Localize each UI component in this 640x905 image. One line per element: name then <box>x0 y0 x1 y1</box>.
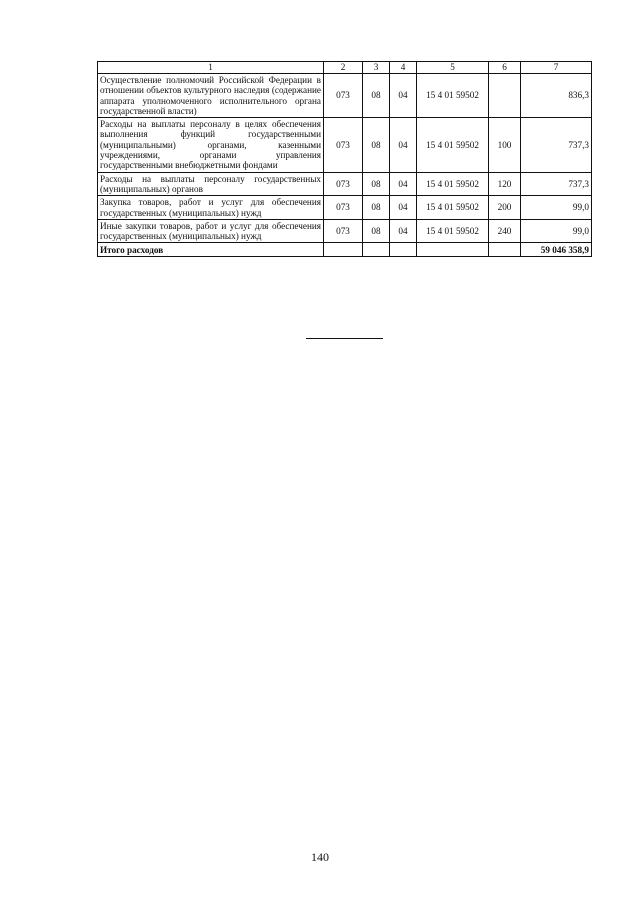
column-header-6: 6 <box>489 62 521 74</box>
row-col3: 08 <box>363 74 390 118</box>
row-col4: 04 <box>390 118 417 172</box>
total-empty-cell <box>489 243 521 257</box>
row-col6 <box>489 74 521 118</box>
row-col4: 04 <box>390 172 417 196</box>
row-col5: 15 4 01 59502 <box>417 172 489 196</box>
row-col6: 200 <box>489 196 521 220</box>
budget-table <box>97 61 592 257</box>
table-row <box>98 74 592 118</box>
row-name: Осуществление полномочий Российской Федерации в отношении объектов культурного наследия (содержание аппарата уполномоченного исполнительного органа государственной власти) <box>98 74 324 118</box>
row-col3: 08 <box>363 196 390 220</box>
end-of-table-line <box>306 338 383 339</box>
row-col5: 15 4 01 59502 <box>417 219 489 243</box>
row-col2: 073 <box>324 219 363 243</box>
row-col2: 073 <box>324 172 363 196</box>
row-col5: 15 4 01 59502 <box>417 118 489 172</box>
row-col6: 100 <box>489 118 521 172</box>
row-col3: 08 <box>363 172 390 196</box>
row-name: Расходы на выплаты персоналу в целях обеспечения выполнения функций государственными (муниципальными) органами, казенными учреждениями, органами управления государственными внебюджетными фондами <box>98 118 324 172</box>
page-number: 140 <box>311 850 329 864</box>
column-header-2: 2 <box>324 62 363 74</box>
total-empty-cell <box>390 243 417 257</box>
total-empty-cell <box>324 243 363 257</box>
row-col4: 04 <box>390 74 417 118</box>
table-row <box>98 118 592 172</box>
row-col7: 836,3 <box>521 74 592 118</box>
row-col7: 99,0 <box>521 196 592 220</box>
total-row <box>98 243 592 257</box>
row-col2: 073 <box>324 118 363 172</box>
row-col3: 08 <box>363 118 390 172</box>
total-empty-cell <box>363 243 390 257</box>
total-value: 59 046 358,9 <box>521 243 592 257</box>
column-header-4: 4 <box>390 62 417 74</box>
row-col6: 120 <box>489 172 521 196</box>
row-col6: 240 <box>489 219 521 243</box>
total-empty-cell <box>417 243 489 257</box>
column-header-3: 3 <box>363 62 390 74</box>
row-name: Иные закупки товаров, работ и услуг для обеспечения государственных (муниципальных) нужд <box>98 219 324 243</box>
row-name: Закупка товаров, работ и услуг для обеспечения государственных (муниципальных) нужд <box>98 196 324 220</box>
header-row <box>98 62 592 74</box>
row-name: Расходы на выплаты персоналу государственных (муниципальных) органов <box>98 172 324 196</box>
row-col2: 073 <box>324 196 363 220</box>
row-col4: 04 <box>390 196 417 220</box>
row-col2: 073 <box>324 74 363 118</box>
row-col5: 15 4 01 59502 <box>417 74 489 118</box>
column-header-5: 5 <box>417 62 489 74</box>
column-header-1: 1 <box>98 62 324 74</box>
row-col7: 737,3 <box>521 118 592 172</box>
row-col5: 15 4 01 59502 <box>417 196 489 220</box>
table-row <box>98 219 592 243</box>
row-col7: 99,0 <box>521 219 592 243</box>
row-col3: 08 <box>363 219 390 243</box>
row-col7: 737,3 <box>521 172 592 196</box>
column-header-7: 7 <box>521 62 592 74</box>
table-row <box>98 172 592 196</box>
total-label: Итого расходов <box>98 243 324 257</box>
row-col4: 04 <box>390 219 417 243</box>
table-row <box>98 196 592 220</box>
